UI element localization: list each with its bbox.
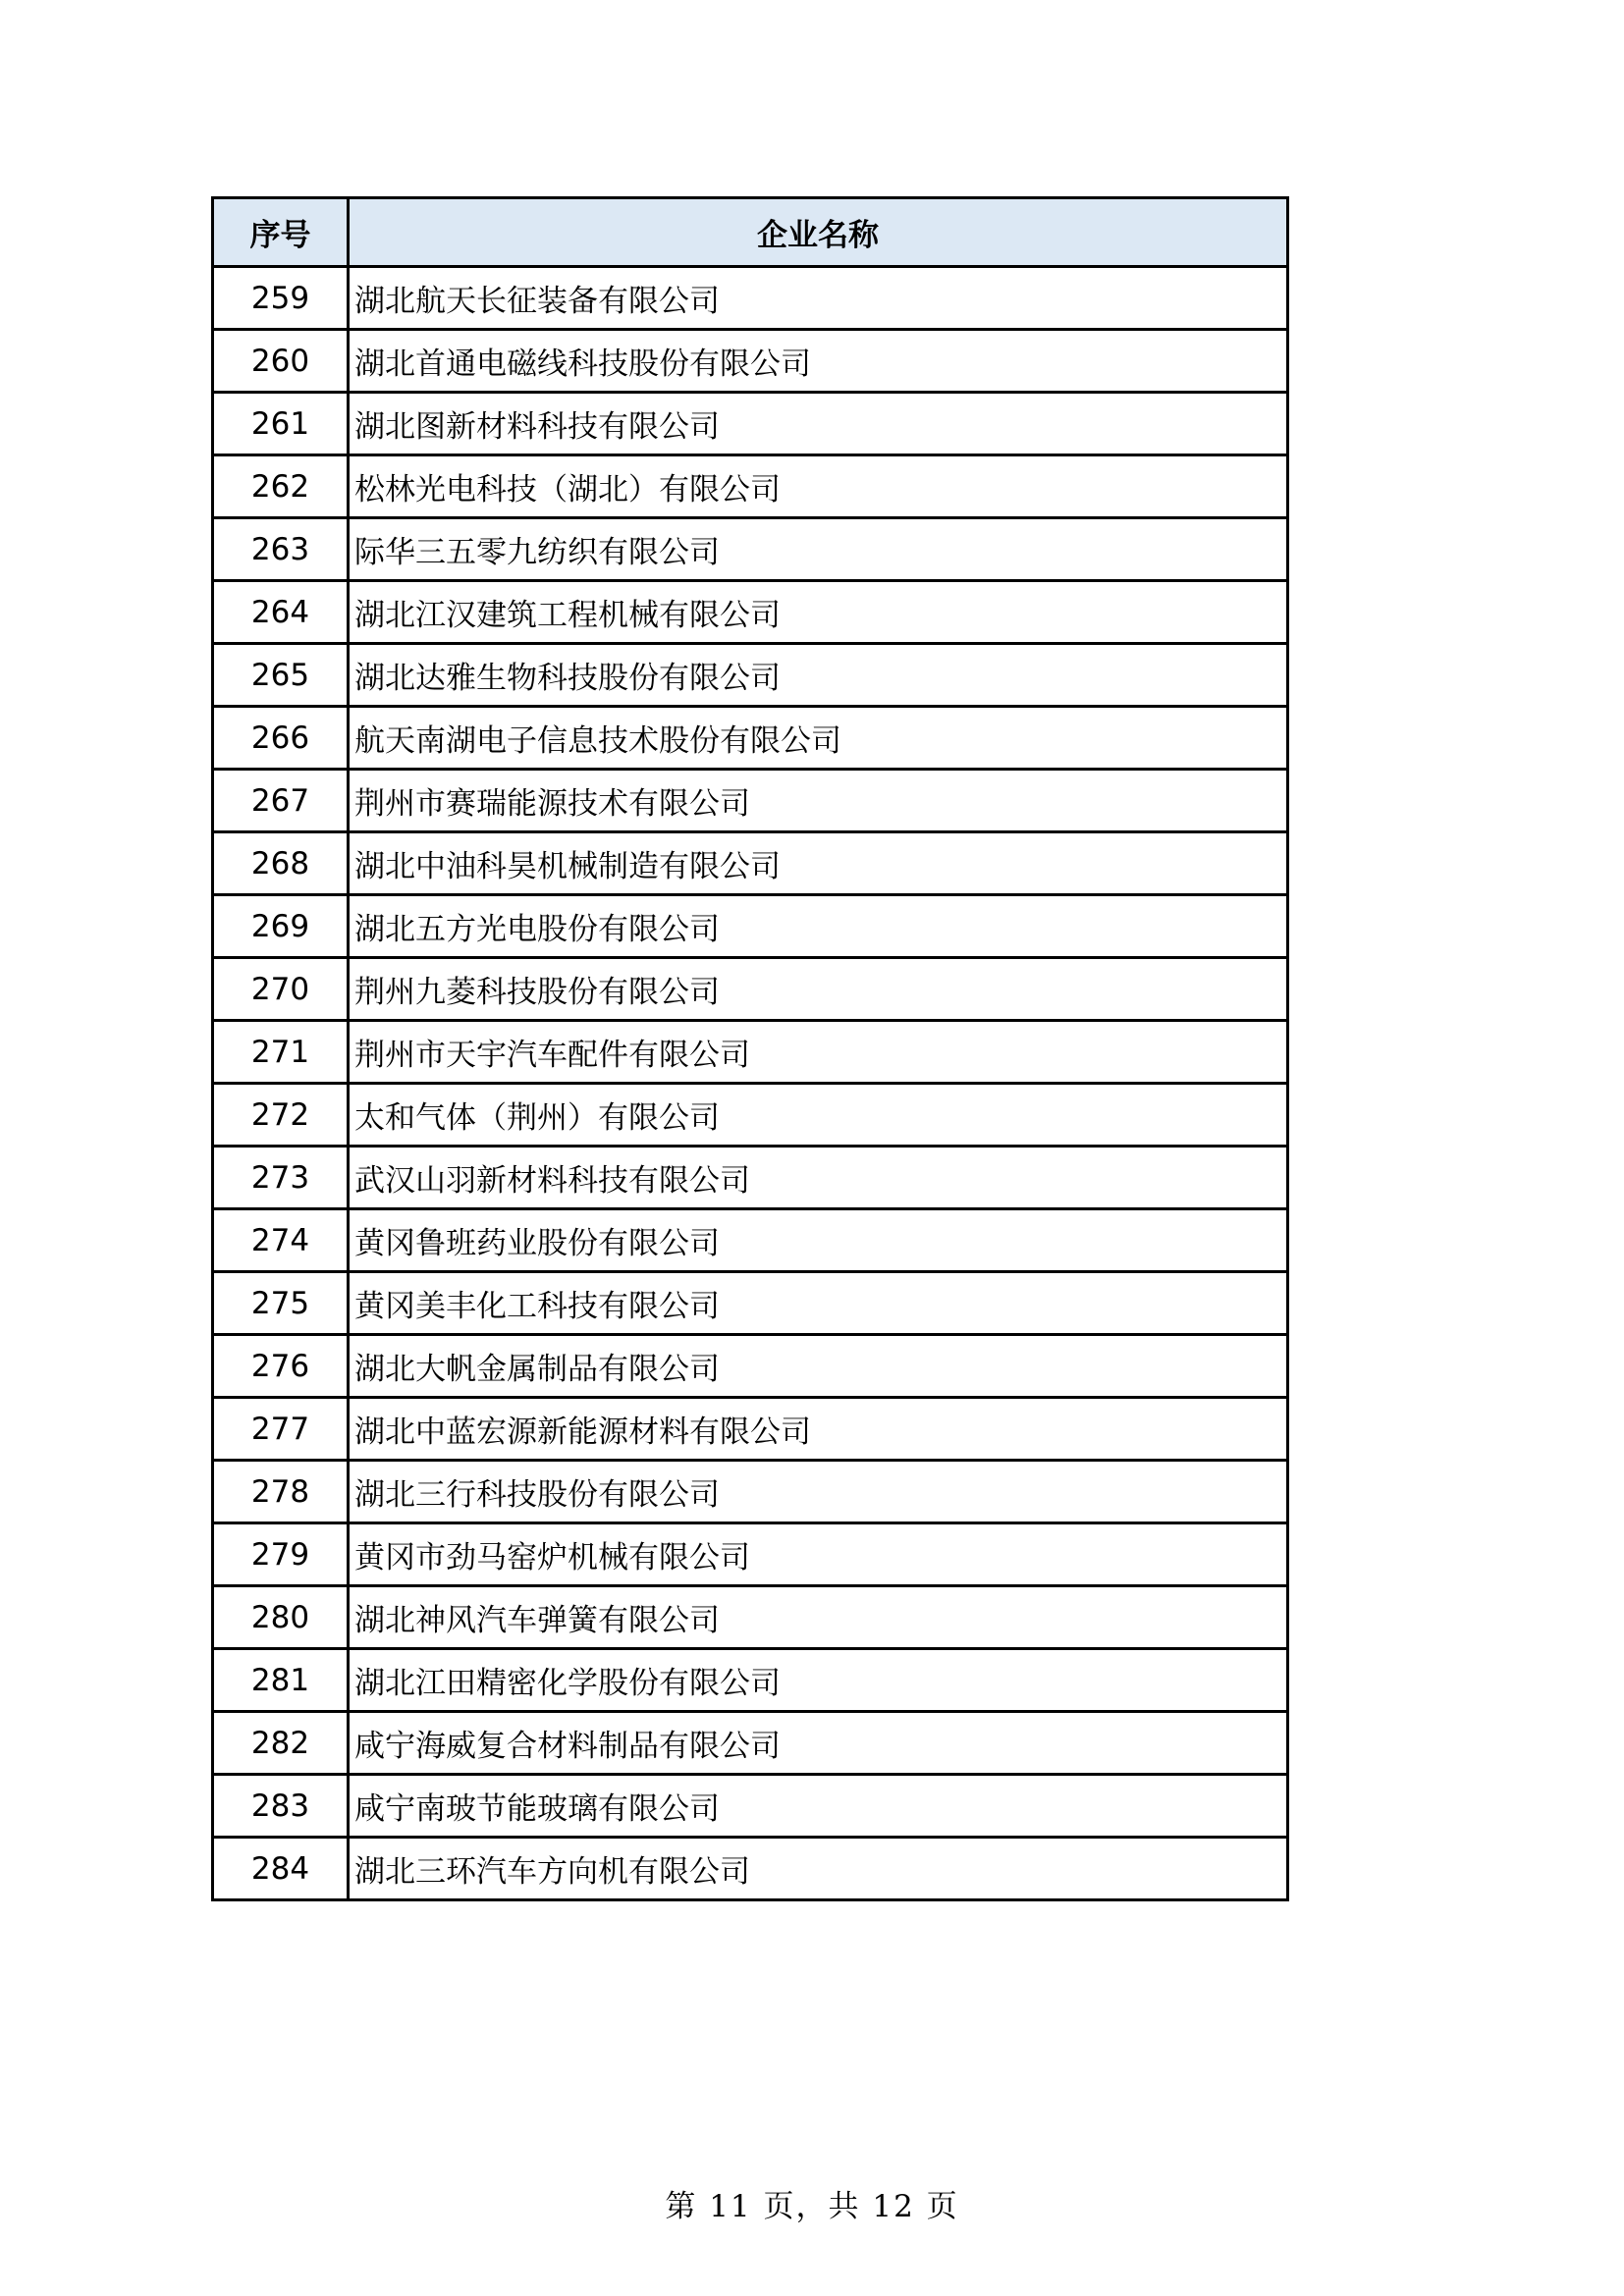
row-index: 277 — [213, 1398, 349, 1461]
row-index: 272 — [213, 1084, 349, 1147]
table-row — [213, 581, 1288, 644]
table-row — [213, 770, 1288, 832]
table-row — [213, 895, 1288, 958]
row-index: 270 — [213, 958, 349, 1021]
row-index: 280 — [213, 1586, 349, 1649]
row-index: 268 — [213, 832, 349, 895]
row-company-name: 武汉山羽新材料科技有限公司 — [349, 1147, 1288, 1209]
row-company-name: 湖北首通电磁线科技股份有限公司 — [349, 330, 1288, 393]
table-row — [213, 1586, 1288, 1649]
table-body — [213, 267, 1288, 1900]
table-row — [213, 1461, 1288, 1523]
row-index: 267 — [213, 770, 349, 832]
table-row — [213, 1775, 1288, 1838]
row-company-name: 咸宁海威复合材料制品有限公司 — [349, 1712, 1288, 1775]
row-index: 279 — [213, 1523, 349, 1586]
row-company-name: 湖北达雅生物科技股份有限公司 — [349, 644, 1288, 707]
row-index: 274 — [213, 1209, 349, 1272]
row-company-name: 湖北中油科昊机械制造有限公司 — [349, 832, 1288, 895]
header-index: 序号 — [213, 198, 349, 267]
row-index: 273 — [213, 1147, 349, 1209]
row-company-name: 湖北江田精密化学股份有限公司 — [349, 1649, 1288, 1712]
row-company-name: 太和气体（荆州）有限公司 — [349, 1084, 1288, 1147]
table-row — [213, 644, 1288, 707]
table-row — [213, 1147, 1288, 1209]
row-index: 282 — [213, 1712, 349, 1775]
company-table — [211, 196, 1289, 1901]
row-index: 283 — [213, 1775, 349, 1838]
table-row — [213, 1335, 1288, 1398]
row-index: 266 — [213, 707, 349, 770]
table-row — [213, 455, 1288, 518]
table-row — [213, 1523, 1288, 1586]
row-company-name: 湖北图新材料科技有限公司 — [349, 393, 1288, 455]
row-index: 259 — [213, 267, 349, 330]
table-row — [213, 330, 1288, 393]
row-company-name: 黄冈美丰化工科技有限公司 — [349, 1272, 1288, 1335]
row-index: 278 — [213, 1461, 349, 1523]
table-row — [213, 832, 1288, 895]
row-company-name: 荆州九菱科技股份有限公司 — [349, 958, 1288, 1021]
table-row — [213, 1209, 1288, 1272]
table-row — [213, 1272, 1288, 1335]
row-company-name: 湖北江汉建筑工程机械有限公司 — [349, 581, 1288, 644]
table-row — [213, 1712, 1288, 1775]
table-row — [213, 958, 1288, 1021]
row-company-name: 黄冈鲁班药业股份有限公司 — [349, 1209, 1288, 1272]
row-index: 264 — [213, 581, 349, 644]
table-header-row — [213, 198, 1288, 267]
row-company-name: 湖北神风汽车弹簧有限公司 — [349, 1586, 1288, 1649]
row-index: 260 — [213, 330, 349, 393]
row-company-name: 湖北三环汽车方向机有限公司 — [349, 1838, 1288, 1900]
row-index: 284 — [213, 1838, 349, 1900]
table-row — [213, 267, 1288, 330]
row-index: 275 — [213, 1272, 349, 1335]
row-company-name: 咸宁南玻节能玻璃有限公司 — [349, 1775, 1288, 1838]
row-company-name: 湖北五方光电股份有限公司 — [349, 895, 1288, 958]
row-index: 276 — [213, 1335, 349, 1398]
row-index: 265 — [213, 644, 349, 707]
table-row — [213, 393, 1288, 455]
row-index: 263 — [213, 518, 349, 581]
row-company-name: 湖北大帆金属制品有限公司 — [349, 1335, 1288, 1398]
row-index: 261 — [213, 393, 349, 455]
row-company-name: 湖北三行科技股份有限公司 — [349, 1461, 1288, 1523]
table-row — [213, 1021, 1288, 1084]
row-index: 281 — [213, 1649, 349, 1712]
row-company-name: 松林光电科技（湖北）有限公司 — [349, 455, 1288, 518]
table-row — [213, 1398, 1288, 1461]
row-company-name: 航天南湖电子信息技术股份有限公司 — [349, 707, 1288, 770]
table-row — [213, 707, 1288, 770]
row-index: 269 — [213, 895, 349, 958]
table-row — [213, 1838, 1288, 1900]
row-company-name: 荆州市赛瑞能源技术有限公司 — [349, 770, 1288, 832]
row-index: 262 — [213, 455, 349, 518]
header-company-name: 企业名称 — [349, 198, 1288, 267]
table-row — [213, 518, 1288, 581]
table-row — [213, 1084, 1288, 1147]
row-company-name: 湖北航天长征装备有限公司 — [349, 267, 1288, 330]
row-index: 271 — [213, 1021, 349, 1084]
row-company-name: 湖北中蓝宏源新能源材料有限公司 — [349, 1398, 1288, 1461]
row-company-name: 际华三五零九纺织有限公司 — [349, 518, 1288, 581]
row-company-name: 荆州市天宇汽车配件有限公司 — [349, 1021, 1288, 1084]
page-number-footer: 第 11 页，共 12 页 — [665, 2189, 959, 2224]
row-company-name: 黄冈市劲马窑炉机械有限公司 — [349, 1523, 1288, 1586]
table-row — [213, 1649, 1288, 1712]
